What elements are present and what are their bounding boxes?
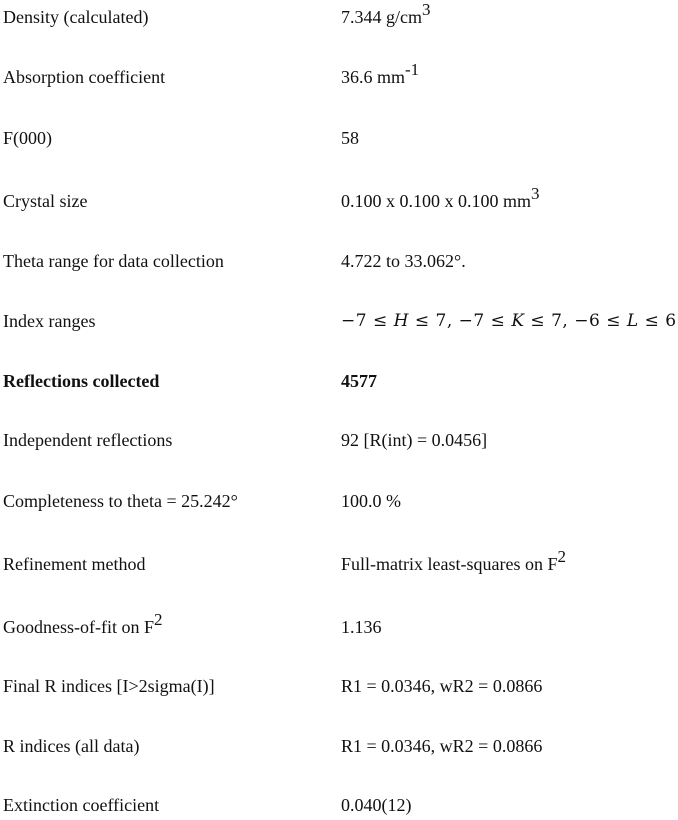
value-crystal-size xyxy=(341,186,540,216)
label-goodness-of-fit-text: Goodness-of-fit on F xyxy=(3,617,154,637)
value-crystal-size-text: 0.100 x 0.100 x 0.100 mm xyxy=(341,191,532,211)
row-index-ranges xyxy=(0,306,678,336)
value-index-ranges: −7 ≤ H ≤ 7, −7 ≤ K ≤ 7, −6 ≤ L ≤ 6 xyxy=(341,311,677,331)
value-goodness-of-fit: 1.136 xyxy=(341,617,382,637)
row-final-r-indices xyxy=(0,671,678,701)
label-completeness: Completeness to theta = 25.242° xyxy=(3,491,238,511)
value-density-text: 7.344 g/cm xyxy=(341,7,422,27)
value-absorption-text: 36.6 mm xyxy=(341,67,406,87)
label-index-ranges: Index ranges xyxy=(3,311,96,331)
row-density xyxy=(0,2,678,32)
label-density: Density (calculated) xyxy=(3,7,149,27)
label-extinction-coefficient: Extinction coefficient xyxy=(3,795,160,815)
label-refinement-method: Refinement method xyxy=(3,554,146,574)
value-density xyxy=(341,2,431,32)
value-crystal-size-sup: 3 xyxy=(531,184,540,203)
label-reflections-collected: Reflections collected xyxy=(3,371,160,391)
row-completeness xyxy=(0,486,678,516)
value-independent-reflections: 92 [R(int) = 0.0456] xyxy=(341,430,488,450)
row-extinction-coefficient xyxy=(0,790,678,820)
label-theta-range: Theta range for data collection xyxy=(3,251,224,271)
row-refinement-method xyxy=(0,549,678,579)
row-theta-range xyxy=(0,246,678,276)
value-completeness: 100.0 % xyxy=(341,491,401,511)
label-final-r-indices: Final R indices [I>2sigma(I)] xyxy=(3,676,215,696)
value-refinement-method xyxy=(341,549,566,579)
row-f000 xyxy=(0,123,678,153)
label-absorption: Absorption coefficient xyxy=(3,67,166,87)
label-f000: F(000) xyxy=(3,128,52,148)
value-r-indices-all: R1 = 0.0346, wR2 = 0.0866 xyxy=(341,736,543,756)
row-reflections-collected xyxy=(0,366,678,396)
row-r-indices-all xyxy=(0,731,678,761)
label-independent-reflections: Independent reflections xyxy=(3,430,173,450)
row-crystal-size xyxy=(0,186,678,216)
row-absorption xyxy=(0,62,678,92)
value-f000: 58 xyxy=(341,128,359,148)
label-goodness-of-fit-sup: 2 xyxy=(154,610,163,629)
row-independent-reflections xyxy=(0,425,678,455)
value-density-sup: 3 xyxy=(422,0,431,19)
value-refinement-method-text: Full-matrix least-squares on F xyxy=(341,554,558,574)
value-absorption xyxy=(341,62,419,92)
value-refinement-method-sup: 2 xyxy=(557,547,566,566)
value-extinction-coefficient: 0.040(12) xyxy=(341,795,412,815)
value-reflections-collected: 4577 xyxy=(341,371,377,391)
value-absorption-sup: -1 xyxy=(405,60,420,79)
label-crystal-size: Crystal size xyxy=(3,191,88,211)
label-goodness-of-fit xyxy=(3,612,163,642)
label-r-indices-all: R indices (all data) xyxy=(3,736,140,756)
value-theta-range: 4.722 to 33.062°. xyxy=(341,251,466,271)
value-final-r-indices: R1 = 0.0346, wR2 = 0.0866 xyxy=(341,676,543,696)
row-goodness-of-fit xyxy=(0,612,678,642)
